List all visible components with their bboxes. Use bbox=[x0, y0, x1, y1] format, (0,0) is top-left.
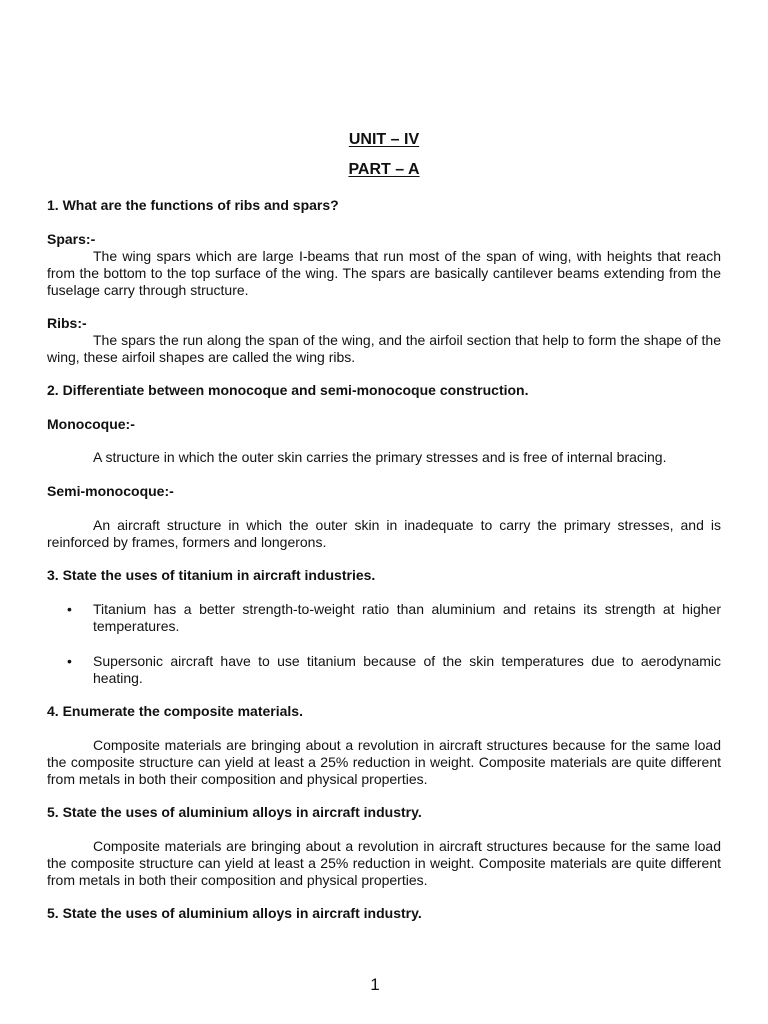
spars-text: The wing spars which are large I-beams that run most of the span of wing, with heights that reach from the bottom to the top surface of the wing. The spars are basically cantilever beams extending from the fuselage carry through structure. bbox=[47, 248, 721, 298]
list-item bbox=[47, 653, 721, 687]
ribs-label: Ribs:- bbox=[47, 315, 87, 331]
question-4: 4. Enumerate the composite materials. bbox=[47, 703, 303, 719]
question-3: 3. State the uses of titanium in aircraft industries. bbox=[47, 567, 376, 583]
spars-label: Spars:- bbox=[47, 231, 96, 247]
question-5: 5. State the uses of aluminium alloys in aircraft industry. bbox=[47, 804, 422, 820]
bullet-icon: • bbox=[67, 601, 72, 617]
unit-title: UNIT – IV bbox=[348, 131, 420, 148]
aluminium-text: Composite materials are bringing about a revolution in aircraft structures because for the same load the composite structure can yield at least a 25% reduction in weight. Composite materials are quite different from metals in both their composition and physical properties. bbox=[47, 838, 721, 888]
bullet-text: Titanium has a better strength-to-weight ratio than aluminium and retains its strength at higher temperatures. bbox=[93, 601, 721, 634]
composite-text: Composite materials are bringing about a revolution in aircraft structures because for the same load the composite structure can yield at least a 25% reduction in weight. Composite materials are quite different from metals in both their composition and physical properties. bbox=[47, 737, 721, 787]
question-2: 2. Differentiate between monocoque and semi-monocoque construction. bbox=[47, 382, 529, 398]
bullet-text: Supersonic aircraft have to use titanium because of the skin temperatures due to aerodynamic heating. bbox=[93, 653, 721, 686]
question-1: 1. What are the functions of ribs and spars? bbox=[47, 197, 339, 213]
question-5-repeat: 5. State the uses of aluminium alloys in aircraft industry. bbox=[47, 905, 422, 921]
page-number: 1 bbox=[370, 975, 380, 994]
monocoque-label: Monocoque:- bbox=[47, 416, 135, 432]
part-title: PART – A bbox=[348, 161, 420, 178]
bullet-icon: • bbox=[67, 653, 72, 669]
monocoque-text: A structure in which the outer skin carries the primary stresses and is free of internal bracing. bbox=[93, 449, 667, 465]
ribs-text: The spars the run along the span of the wing, and the airfoil section that help to form the shape of the wing, these airfoil shapes are called the wing ribs. bbox=[47, 332, 721, 365]
list-item bbox=[47, 601, 721, 635]
semi-monocoque-text: An aircraft structure in which the outer skin in inadequate to carry the primary stresses, and is reinforced by frames, formers and longerons. bbox=[47, 517, 721, 550]
semi-monocoque-label: Semi-monocoque:- bbox=[47, 483, 174, 499]
